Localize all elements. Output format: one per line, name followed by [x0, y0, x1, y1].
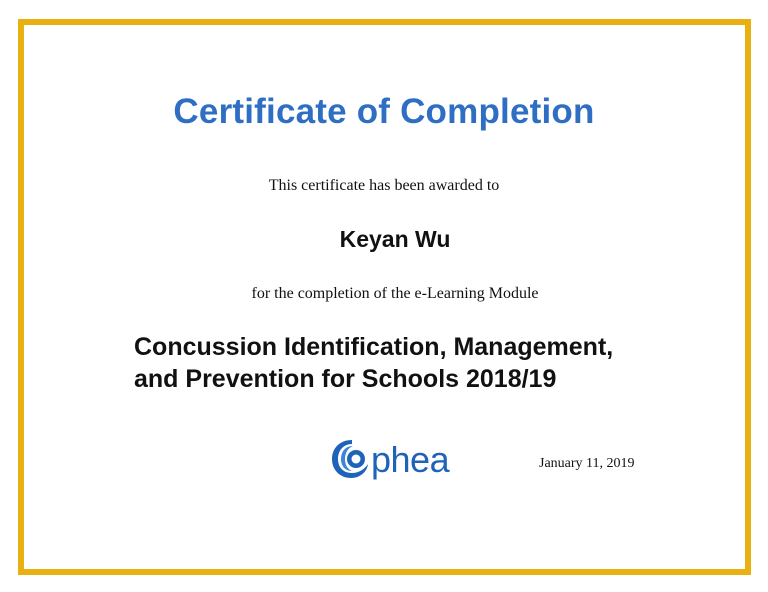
- module-title-line-2: and Prevention for Schools 2018/19: [134, 365, 557, 393]
- completion-text: for the completion of the e-Learning Module: [251, 285, 539, 302]
- recipient-name: Keyan Wu: [339, 226, 451, 252]
- awarded-text: This certificate has been awarded to: [268, 177, 500, 194]
- certificate-title: Certificate of Completion: [173, 92, 595, 131]
- module-title-line-1: Concussion Identification, Management,: [134, 333, 614, 361]
- ophea-logo-text: phea: [371, 439, 450, 480]
- ophea-logo: [330, 428, 449, 488]
- completion-date: January 11, 2019: [539, 456, 635, 471]
- ophea-swirl-icon: [330, 436, 370, 480]
- module-title: [134, 331, 714, 395]
